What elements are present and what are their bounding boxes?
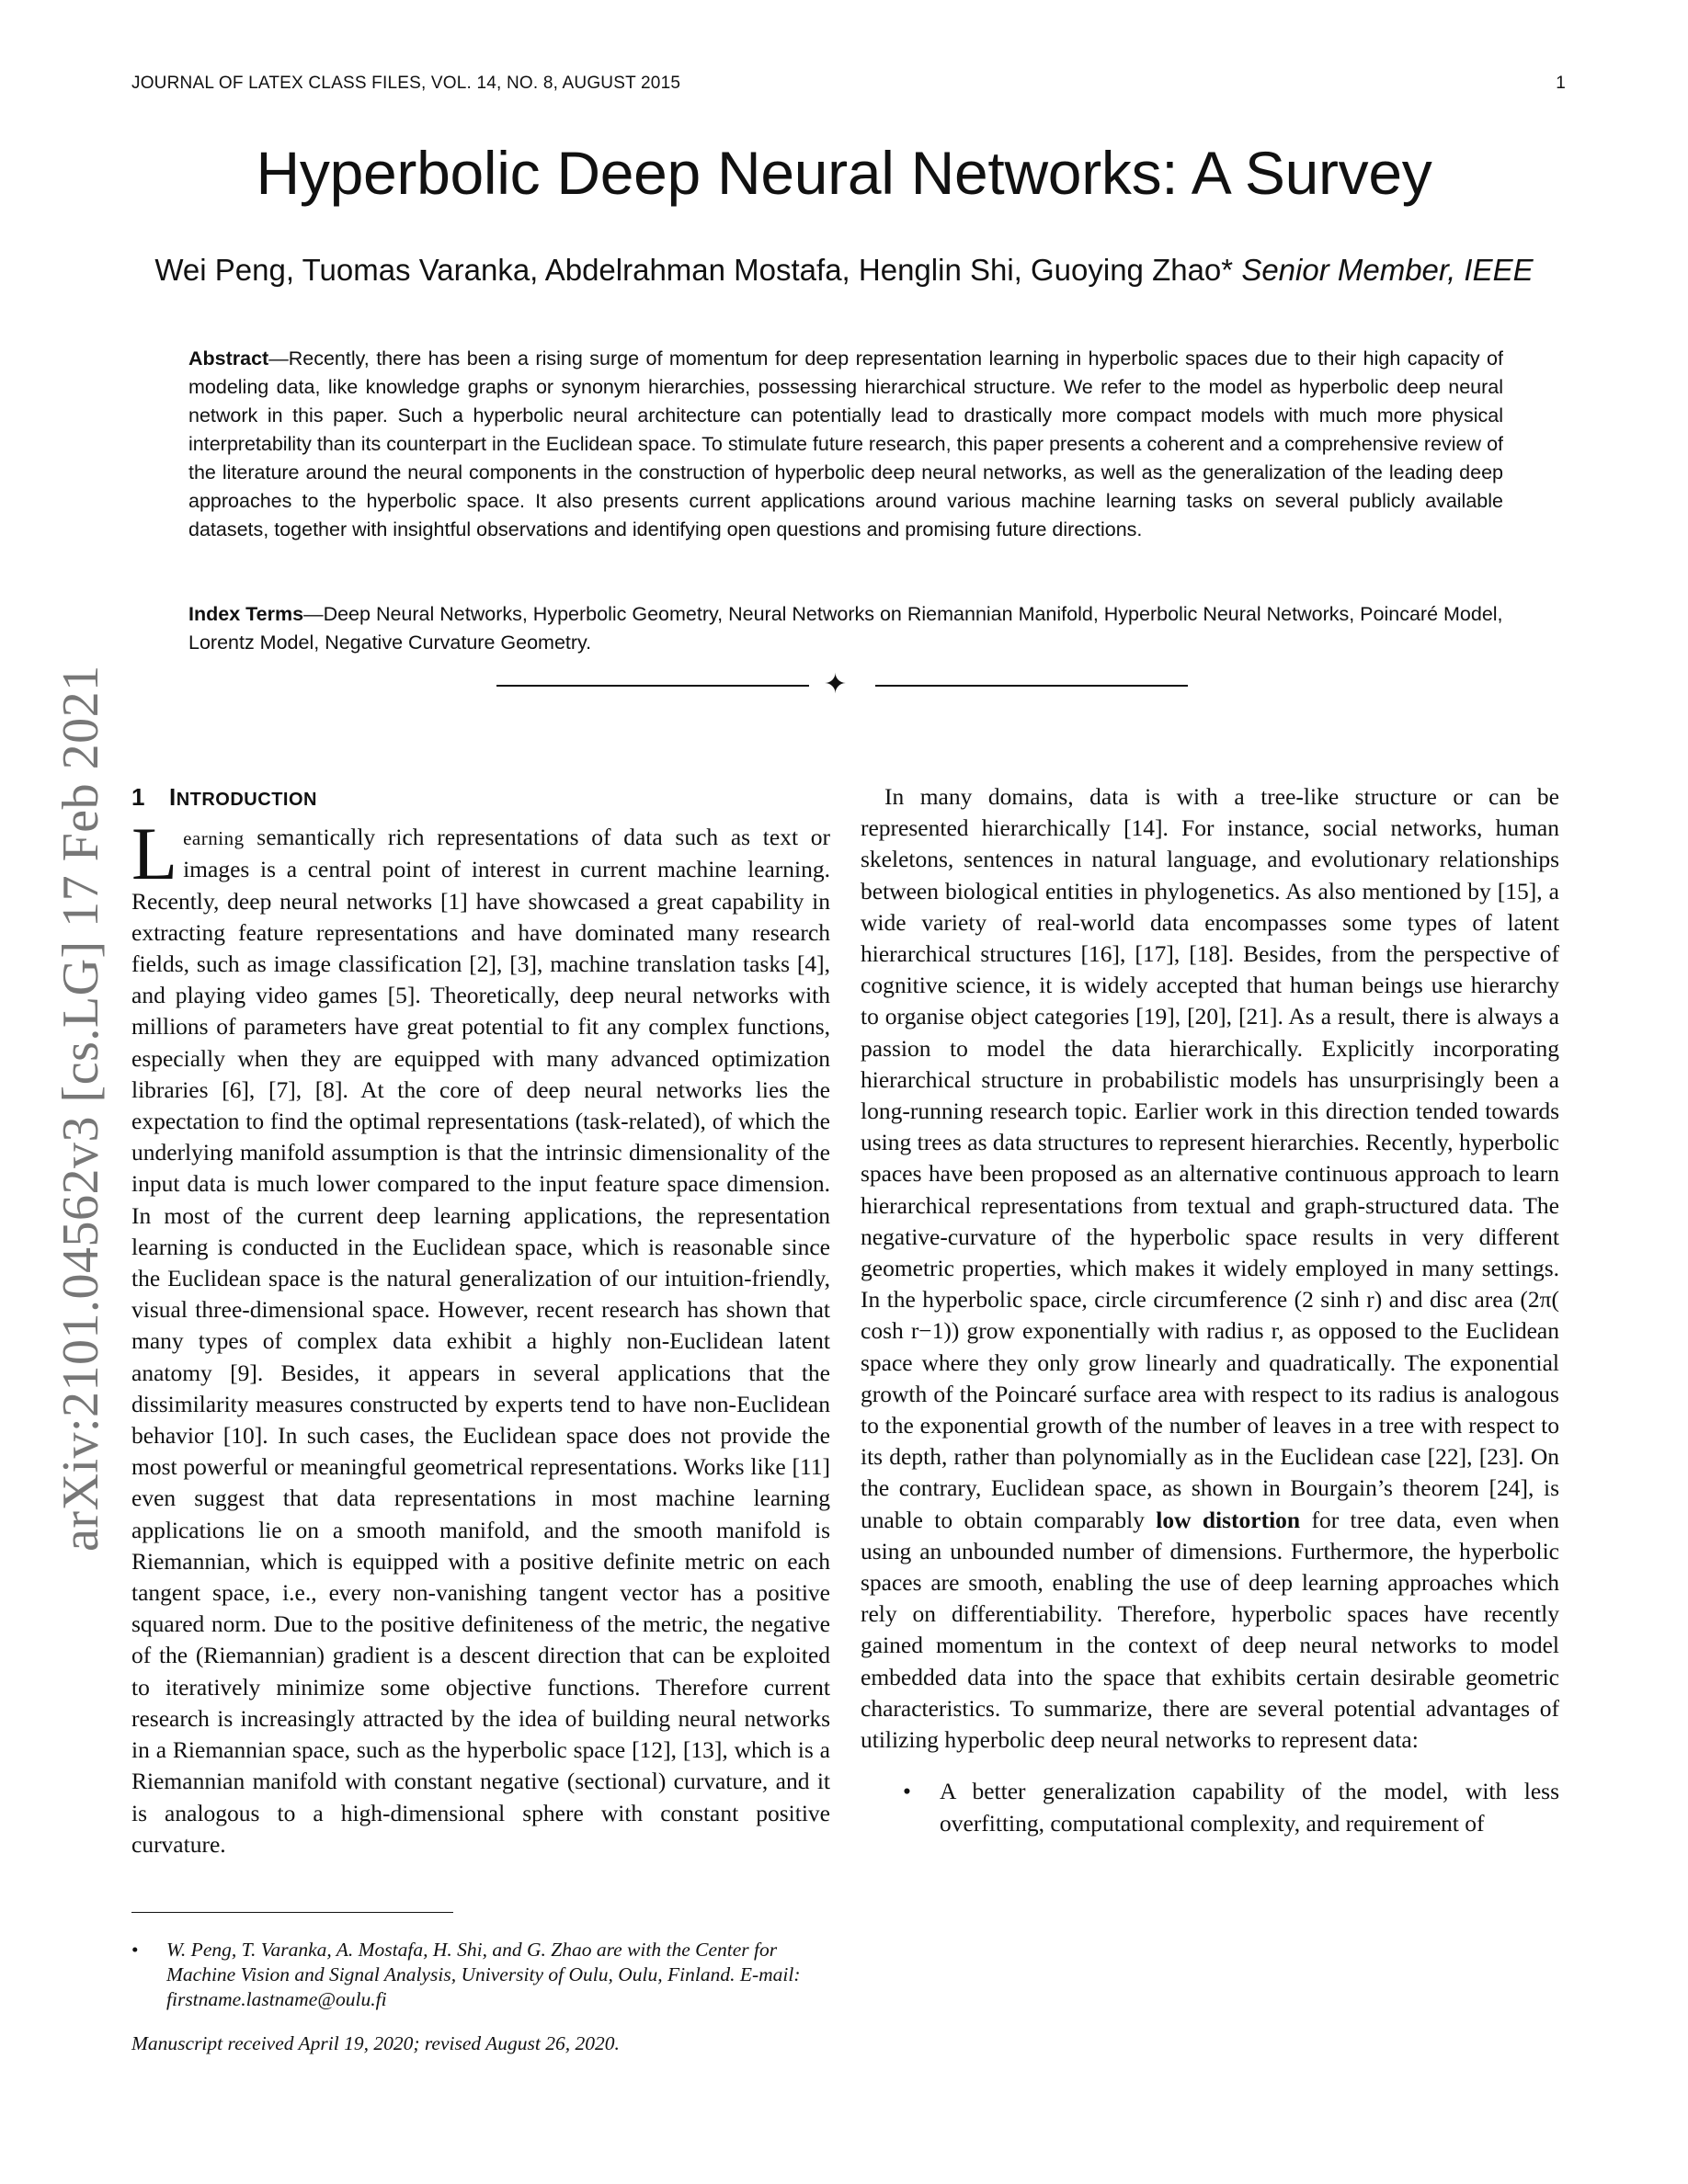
- abstract-text: —Recently, there has been a rising surge of momentum for deep representation learning in hyperbolic spaces due to their high capacity of modeling data, like knowledge graphs or synonym hierarchies, possessing hierarchical structure. We refer to the model as hyperbolic deep neural network in this paper. Such a hyperbolic neural architecture can potentially lead to drastically more compact models with much more physical interpretability than its counterpart in the Euclidean space. To stimulate future research, this paper presents a coherent and a comprehensive review of the literature around the neural components in the construction of hyperbolic deep neural networks, as well as the generalization of the leading deep approaches to the hyperbolic space. It also presents current applications around various machine learning tasks on several publicly available datasets, together with insightful observations and identifying open questions and promising future directions.: [188, 347, 1503, 540]
- section-separator: [496, 668, 1195, 700]
- arxiv-stamp: arXiv:2101.04562v3 [cs.LG] 17 Feb 2021: [52, 665, 109, 1552]
- abstract: [188, 345, 1503, 544]
- journal-line: JOURNAL OF LATEX CLASS FILES, VOL. 14, NO. 8, AUGUST 2015: [131, 74, 681, 93]
- author-membership: Senior Member, IEEE: [1241, 253, 1534, 287]
- abstract-label: Abstract: [188, 347, 269, 370]
- manuscript-note: Manuscript received April 19, 2020; revised August 26, 2020.: [131, 2032, 620, 2054]
- first-word-rest: earning: [183, 827, 245, 850]
- list-item-text: A better generalization capability of the model, with less overfitting, computational complexity, and requirement of: [940, 1778, 1559, 1837]
- index-terms-label: Index Terms: [188, 603, 304, 625]
- bold-phrase: low distortion: [1156, 1506, 1301, 1533]
- section-heading: [131, 781, 830, 815]
- intro-paragraph-2-text-b: for tree data, even when using an unbounded number of dimensions. Furthermore, the hyperbolic spaces are smooth, enabling the use of deep learning approaches which rely on differentiability. Therefore, hyperbolic spaces have recently gained momentum in the context of deep neural networks to model embedded data into the space that exhibits certain desirable geometric characteristics. To summarize, there are several potential advantages of utilizing hyperbolic deep neural networks to represent data:: [861, 1506, 1559, 1754]
- separator-star-icon: ✦: [824, 668, 848, 700]
- right-column: [861, 781, 1559, 1839]
- intro-paragraph-1-text: semantically rich representations of data such as text or images is a central point of interest in current machine learning. Recently, deep neural networks [1] have showcased a great capability in extracting feature representations and have dominated many research fields, such as image classification [2], [3], machine translation tasks [4], and playing video games [5]. Theoretically, deep neural networks with millions of parameters have great potential to fit any complex functions, especially when they are equipped with many advanced optimization libraries [6], [7], [8]. At the core of deep neural networks lies the expectation to find the optimal representations (task-related), of which the underlying manifold assumption is that the intrinsic dimensionality of the input data is much lower compared to the input feature space dimension. In most of the current deep learning applications, the representation learning is conducted in the Euclidean space, which is reasonable since the Euclidean space is the natural generalization of our intuition-friendly, visual three-dimensional space. However, recent research has shown that many types of complex data exhibit a highly non-Euclidean latent anatomy [9]. Besides, it appears in several applications that the dissimilarity measures constructed by experts tend to have non-Euclidean behavior [10]. In such cases, the Euclidean space does not provide the most powerful or meaningful geometrical representations. Works like [11] even suggest that data representations in most machine learning applications lie on a smooth manifold, and the smooth manifold is Riemannian, which is equipped with a positive definite metric on each tangent space, i.e., every non-vanishing tangent vector has a positive squared norm. Due to the positive definiteness of the metric, the negative of the (Riemannian) gradient is a descent direction that can be exploited to iteratively minimize some objective functions. Therefore current research is increasingly attracted by the idea of building neural networks in a Riemannian space, such as the hyperbolic space [12], [13], which is a Riemannian manifold with constant negative (sectional) curvature, and it is analogous to a high-dimensional sphere with constant positive curvature.: [131, 824, 830, 1858]
- intro-paragraph-1: [131, 812, 830, 1860]
- affiliation-footnote: [131, 1938, 830, 2012]
- section-title-initial: I: [168, 783, 177, 811]
- running-head: [131, 74, 1566, 94]
- index-terms-text: —Deep Neural Networks, Hyperbolic Geometry, Neural Networks on Riemannian Manifold, Hyperbolic Neural Networks, Poincaré Model, Lorentz Model, Negative Curvature Geometry.: [188, 603, 1503, 654]
- page-number: 1: [1556, 74, 1566, 93]
- index-terms: [188, 600, 1503, 657]
- section-title-rest: NTRODUCTION: [176, 790, 317, 810]
- footnote-bullet-icon: •: [131, 1939, 139, 1961]
- separator-rule-right: [875, 685, 1188, 687]
- footnote-rule: [131, 1912, 453, 1913]
- advantages-list: [861, 1776, 1559, 1838]
- author-line: [0, 253, 1688, 288]
- bullet-icon: •: [903, 1778, 911, 1805]
- author-names: Wei Peng, Tuomas Varanka, Abdelrahman Mostafa, Henglin Shi, Guoying Zhao*: [154, 253, 1234, 287]
- list-item: [861, 1776, 1559, 1838]
- intro-paragraph-2-text-a: In many domains, data is with a tree-like structure or can be represented hierarchically [14]. For instance, social networks, human skeletons, sentences in natural language, and evolutionary relationships between biological entities in phylogenetics. As also mentioned by [15], a wide variety of real-world data encompasses some types of latent hierarchical structures [16], [17], [18]. Besides, from the perspective of cognitive science, it is widely accepted that human beings use hierarchy to organise object categories [19], [20], [21]. As a result, there is always a passion to model the data hierarchically. Explicitly incorporating hierarchical structure in probabilistic models has unsurprisingly been a long-running research topic. Earlier work in this direction tended towards using trees as data structures to represent hierarchies. Recently, hyperbolic spaces have been proposed as an alternative continuous approach to learn hierarchical representations from textual and graph-structured data. The negative-curvature of the hyperbolic space results in very different geometric properties, which makes it widely employed in many settings. In the hyperbolic space, circle circumference (2 sinh r) and disc area (2π( cosh r−1)) grow exponentially with radius r, as opposed to the Euclidean space where they only grow linearly and quadratically. The exponential growth of the Poincaré surface area with respect to its radius is analogous to the exponential growth of the number of leaves in a tree with respect to its depth, rather than polynomially as in the Euclidean case [22], [23]. On the contrary, Euclidean space, as shown in Bourgain’s theorem [24], is unable to obtain comparably: [861, 783, 1559, 1533]
- section-number: 1: [131, 783, 145, 811]
- left-column: [131, 781, 830, 1860]
- separator-rule-left: [496, 685, 809, 687]
- footnote-text: W. Peng, T. Varanka, A. Mostafa, H. Shi, and G. Zhao are with the Center for Machine Vision and Signal Analysis, University of Oulu, Oulu, Finland. E-mail: firstname.lastname@oulu.fi: [166, 1939, 801, 2010]
- dropcap-letter: L: [131, 812, 178, 896]
- paper-title: Hyperbolic Deep Neural Networks: A Survey: [256, 139, 1432, 207]
- intro-paragraph-2: [861, 781, 1559, 1756]
